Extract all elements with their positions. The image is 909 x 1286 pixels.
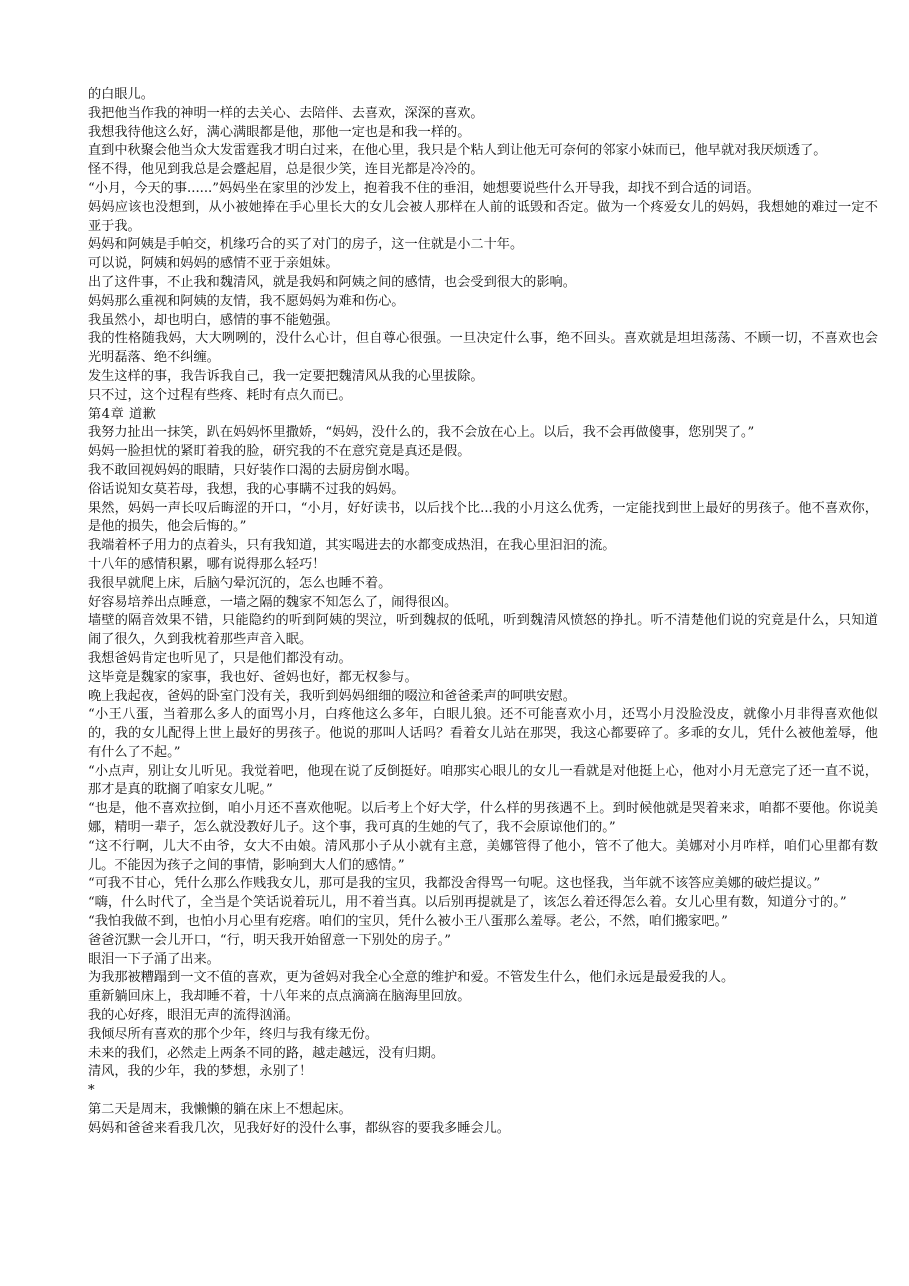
paragraph: 我的性格随我妈，大大咧咧的，没什么心计，但自尊心很强。一旦决定什么事，绝不回头。喜欢就是坦坦荡荡、不顾一切，不喜欢也会光明磊落、绝不纠缠。 — [88, 331, 878, 366]
paragraph: 我倾尽所有喜欢的那个少年，终归与我有缘无份。 — [88, 1026, 379, 1042]
paragraph: 我很早就爬上床，后脑勺晕沉沉的，怎么也睡不着。 — [88, 575, 392, 591]
paragraph: 爸爸沉默一会儿开口，“行，明天我开始留意一下别处的房子。” — [88, 932, 451, 948]
paragraph: 第二天是周末，我懒懒的躺在床上不想起床。 — [88, 1102, 352, 1118]
paragraph: 我不敢回视妈妈的眼睛，只好装作口渴的去厨房倒水喝。 — [88, 462, 418, 478]
paragraph: 的白眼儿。 — [88, 87, 154, 102]
paragraph: “也是，他不喜欢拉倒，咱小月还不喜欢他呢。以后考上个好大学，什么样的男孩遇不上。到时候他就是哭着来求，咱都不要他。你说美娜，精明一辈子，怎么就没教好儿子。这个事，我可真的生她的气了，我不会原谅他们的。” — [88, 801, 878, 836]
paragraph: 重新躺回床上，我却睡不着，十八年来的点点滴滴在脑海里回放。 — [88, 989, 471, 1005]
paragraph: “这不行啊，儿大不由爷，女大不由娘。清风那小子从小就有主意，美娜管得了他小，管不了他大。美娜对小月咋样，咱们心里都有数儿。不能因为孩子之间的事情，影响到大人们的感情。” — [88, 838, 878, 873]
paragraph: 我端着杯子用力的点着头，只有我知道，其实喝进去的水都变成热泪，在我心里汩汩的流。 — [88, 538, 616, 554]
paragraph: 可以说，阿姨和妈妈的感情不亚于亲姐妹。 — [88, 256, 339, 272]
paragraph: 我把他当作我的神明一样的去关心、去陪伴、去喜欢，深深的喜欢。 — [88, 105, 484, 121]
paragraph: 出了这件事，不止我和魏清风，就是我妈和阿姨之间的感情，也会受到很大的影响。 — [88, 274, 576, 290]
paragraph: 清风，我的少年，我的梦想，永别了！ — [88, 1064, 313, 1080]
paragraph: 只不过，这个过程有些疼、耗时有点久而已。 — [88, 387, 352, 403]
paragraph: 十八年的感情积累，哪有说得那么轻巧！ — [88, 556, 326, 572]
paragraph: 俗话说知女莫若母，我想，我的心事瞒不过我的妈妈。 — [88, 481, 405, 497]
paragraph: “小点声，别让女儿听见。我觉着吧，他现在说了反倒挺好。咱那实心眼儿的女儿一看就是对他挺上心，他对小月无意完了还一直不说，那才是真的耽搁了咱家女儿呢。” — [88, 763, 878, 798]
paragraph: 晚上我起夜，爸妈的卧室门没有关，我听到妈妈细细的啜泣和爸爸柔声的呵哄安慰。 — [88, 688, 576, 704]
paragraph: 妈妈应该也没想到，从小被她捧在手心里长大的女儿会被人那样在人前的诋毁和否定。做为一个疼爱女儿的妈妈，我想她的难过一定不亚于我。 — [88, 199, 878, 234]
paragraph: 我想我待他这么好，满心满眼都是他，那他一定也是和我一样的。 — [88, 124, 471, 140]
paragraph: 妈妈和阿姨是手帕交，机缘巧合的买了对门的房子，这一住就是小二十年。 — [88, 237, 524, 253]
paragraph: 妈妈那么重视和阿姨的友情，我不愿妈妈为难和伤心。 — [88, 293, 405, 309]
paragraph: * — [88, 1083, 95, 1099]
paragraph: 墙壁的隔音效果不错，只能隐约的听到阿姨的哭泣，听到魏叔的低吼，听到魏清风愤怒的挣扎。听不清楚他们说的究竟是什么，只知道闹了很久，久到我枕着那些声音入眠。 — [88, 613, 878, 648]
paragraph: 这毕竟是魏家的家事，我也好、爸妈也好，都无权参与。 — [88, 669, 418, 685]
paragraph: “可我不甘心，凭什么那么作贱我女儿，那可是我的宝贝，我都没舍得骂一句呢。这也怪我，当年就不该答应美娜的破烂提议。” — [88, 876, 821, 892]
paragraph: “小王八蛋，当着那么多人的面骂小月，白疼他这么多年，白眼儿狼。还不可能喜欢小月，还骂小月没脸没皮，就像小月非得喜欢他似的，我的女儿配得上世上最好的男孩子。他说的那叫人话吗？看着女儿站在那哭，我这心都要碎了。多乖的女儿，凭什么被他羞辱，他有什么了不起。” — [88, 707, 878, 760]
paragraph: “嗨，什么时代了，全当是个笑话说着玩儿，用不着当真。以后别再提就是了，该怎么着还得怎么着。女儿心里有数，知道分寸的。” — [88, 895, 847, 911]
paragraph: “我怕我做不到，也怕小月心里有疙瘩。咱们的宝贝，凭什么被小王八蛋那么羞辱。老公，不然，咱们搬家吧。” — [88, 914, 728, 930]
chapter-heading: 第4章 道歉 — [88, 406, 157, 422]
paragraph: 怪不得，他见到我总是会蹙起眉，总是很少笑，连目光都是冷冷的。 — [88, 162, 484, 178]
paragraph: 好容易培养出点睡意，一墙之隔的魏家不知怎么了，闹得很凶。 — [88, 594, 458, 610]
paragraph: 妈妈和爸爸来看我几次，见我好好的没什么事，都纵容的要我多睡会儿。 — [88, 1120, 510, 1136]
paragraph: 果然，妈妈一声长叹后晦涩的开口，“小月，好好读书，以后找个比...我的小月这么优秀，一定能找到世上最好的男孩子。他不喜欢你，是他的损失，他会后悔的。” — [88, 500, 878, 535]
paragraph: 我努力扯出一抹笑，趴在妈妈怀里撒娇，“妈妈，没什么的，我不会放在心上。以后，我不会再做傻事，您别哭了。” — [88, 425, 755, 441]
paragraph: 我想爸妈肯定也听见了，只是他们都没有动。 — [88, 650, 352, 666]
paragraph: 直到中秋聚会他当众大发雷霆我才明白过来，在他心里，我只是个粘人到让他无可奈何的邻家小妹而已，他早就对我厌烦透了。 — [88, 143, 827, 159]
document-page — [88, 86, 878, 1139]
paragraph: 为我那被糟蹋到一文不值的喜欢，更为爸妈对我全心全意的维护和爱。不管发生什么，他们永远是最爱我的人。 — [88, 970, 735, 986]
paragraph: 我的心好疼，眼泪无声的流得汹涌。 — [88, 1008, 299, 1024]
paragraph: 妈妈一脸担忧的紧盯着我的脸，研究我的不在意究竟是真还是假。 — [88, 444, 471, 460]
paragraph: 我虽然小，却也明白，感情的事不能勉强。 — [88, 312, 339, 328]
paragraph: “小月，今天的事......”妈妈坐在家里的沙发上，抱着我不住的垂泪，她想要说些什么开导我，却找不到合适的词语。 — [88, 180, 760, 196]
paragraph: 发生这样的事，我告诉我自己，我一定要把魏清风从我的心里拔除。 — [88, 368, 484, 384]
paragraph: 未来的我们，必然走上两条不同的路，越走越远，没有归期。 — [88, 1045, 445, 1061]
paragraph: 眼泪一下子涌了出来。 — [88, 951, 220, 967]
